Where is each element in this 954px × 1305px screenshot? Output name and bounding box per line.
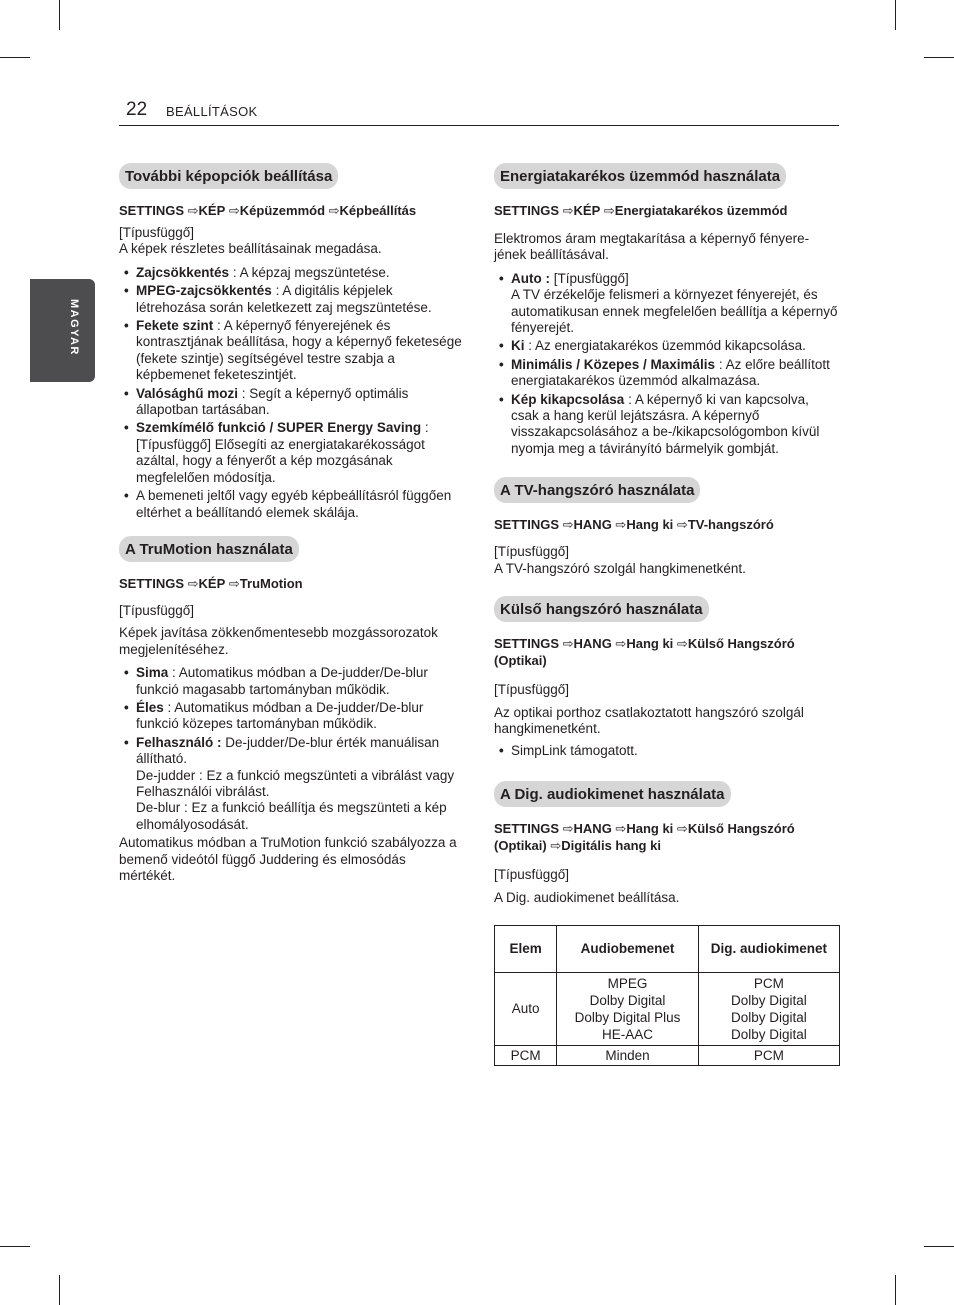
item-text: De-judder/De-blur érték manuálisan állítható.	[136, 734, 440, 767]
menu-path-step: SETTINGS	[119, 575, 185, 591]
language-tab	[30, 279, 95, 382]
menu-path	[494, 635, 839, 669]
menu-path-step: Képüzemmód	[239, 203, 326, 218]
item-text: [Típusfüggő]	[549, 270, 629, 286]
note: [Típusfüggő]	[119, 225, 195, 240]
menu-path-step: KÉP	[573, 203, 601, 218]
arrow-right-icon: ⇨	[673, 517, 688, 533]
table-cell-line: PCM	[753, 975, 784, 991]
menu-path-step: SETTINGS	[494, 203, 560, 218]
arrow-right-icon: ⇨	[611, 517, 627, 533]
crop-mark	[59, 0, 60, 30]
item-text: : Az előre beállított energiatakarékos üzemmód alkalmazása.	[511, 356, 830, 389]
list-item	[119, 420, 464, 486]
menu-path	[494, 202, 839, 219]
crop-mark	[895, 0, 896, 30]
list-item	[119, 283, 464, 316]
table-cell	[698, 1045, 839, 1065]
item-detail: De-judder : Ez a funkció megszünteti a vibrálást vagy Felhasználói vibrálást.	[136, 767, 455, 799]
item-text: : [Típusfüggő] Elősegíti az energiatakarékosságot azáltal, hogy a fényerőt a kép mozgásának megfelelően módosítja.	[136, 420, 429, 485]
menu-path-step: Hang ki	[626, 517, 674, 533]
description: A képek részletes beállításainak megadása.	[119, 241, 382, 257]
list-item	[119, 665, 464, 698]
item-detail: A TV érzékelője felismeri a környezet fényerejét, és automatikusan ennek megfelelően beállítja a képernyő fényerejét.	[511, 287, 838, 336]
option-list	[494, 743, 839, 759]
table-cell: PCM	[495, 1045, 557, 1065]
list-item	[119, 386, 464, 419]
item-term: Valósághű mozi	[136, 385, 239, 401]
menu-path	[119, 202, 464, 219]
table-cell-line: HE-AAC	[602, 1026, 654, 1042]
menu-path-step: HANG	[573, 517, 612, 533]
section-title: További képopciók beállítása	[119, 163, 338, 189]
menu-path-step: HANG	[573, 636, 612, 652]
table-cell: Auto	[495, 972, 557, 1045]
item-text: A bemeneti jeltől vagy egyéb képbeállításról függően eltérhet a beállítandó elemek skálája.	[136, 488, 452, 520]
crop-mark	[895, 1275, 896, 1305]
description: Az optikai porthoz csatlakoztatott hangszóró szolgál hangkimenetként.	[494, 704, 804, 736]
table-cell-line: Dolby Digital	[731, 1026, 807, 1042]
item-text: : A digitális képjelek létrehozása során keletkezett zaj megszüntetése.	[136, 283, 432, 315]
left-column	[119, 163, 464, 884]
list-item	[119, 735, 464, 833]
menu-path	[494, 516, 839, 533]
item-text: : Az energiatakarékos üzemmód kikapcsolása.	[524, 338, 806, 354]
item-text: : A képzaj megszüntetése.	[229, 264, 390, 280]
table-cell-line: Dolby Digital	[731, 992, 807, 1008]
arrow-right-icon: ⇨	[225, 575, 240, 591]
table-cell-line: Dolby Digital Plus	[574, 1009, 681, 1025]
menu-path-step: Képbeállítás	[339, 203, 417, 218]
list-item	[119, 265, 464, 281]
item-text: : A képernyő ki van kapcsolva, csak a hang kerül lejátszásra. A képernyő visszakapcsolásához a be-/kikapcsológombon kívül nyomja meg a távirányító bármelyik gombját.	[511, 391, 820, 456]
menu-path-step: Külső Hangszóró (Optikai)	[494, 820, 795, 853]
note: [Típusfüggő]	[494, 544, 570, 560]
description: A Dig. audiokimenet beállítása.	[494, 890, 680, 906]
table-row	[495, 1045, 840, 1065]
arrow-right-icon: ⇨	[611, 636, 627, 652]
item-term: Felhasználó :	[136, 734, 222, 750]
item-term: Kép kikapcsolása	[511, 391, 625, 407]
list-item	[119, 318, 464, 384]
arrow-right-icon: ⇨	[559, 820, 574, 836]
menu-path-step: TruMotion	[239, 575, 303, 591]
table-cell-line: Dolby Digital	[731, 1009, 807, 1025]
menu-path-step: Energiatakarékos üzemmód	[614, 203, 788, 218]
crop-mark	[924, 1246, 954, 1247]
menu-path-step: SETTINGS	[494, 820, 560, 836]
table-cell-line: MPEG	[607, 975, 648, 991]
option-list	[494, 271, 839, 457]
arrow-right-icon: ⇨	[325, 203, 340, 218]
menu-path-step: Digitális hang ki	[561, 837, 661, 853]
arrow-right-icon: ⇨	[546, 837, 562, 853]
description: Elektromos áram megtakarítása a képernyő fényere-jének beállításával.	[494, 231, 810, 263]
note: [Típusfüggő]	[494, 682, 570, 698]
menu-path	[494, 820, 839, 854]
item-text: : Automatikus módban a De-judder/De-blur funkció magasabb tartományban működik.	[136, 665, 428, 697]
arrow-right-icon: ⇨	[673, 820, 688, 836]
section-title: Energiatakarékos üzemmód használata	[494, 163, 786, 189]
table-cell	[698, 972, 839, 1045]
list-item	[494, 743, 839, 759]
menu-path-step: SETTINGS	[119, 203, 185, 218]
crop-mark	[0, 57, 30, 58]
item-text: SimpLink támogatott.	[511, 743, 638, 759]
table-row	[495, 972, 840, 1045]
right-column	[494, 163, 839, 1066]
menu-path-step: HANG	[573, 820, 612, 836]
footer-text: Automatikus módban a TruMotion funkció szabályozza a bemenő videótól függő Juddering és elmosódás mértékét.	[119, 835, 457, 883]
list-item	[119, 700, 464, 733]
list-item	[494, 357, 839, 390]
item-term: Fekete szint	[136, 318, 214, 334]
section-title: A TV-hangszóró használata	[494, 477, 700, 503]
section-title: A TruMotion használata	[119, 536, 299, 562]
arrow-right-icon: ⇨	[559, 636, 574, 652]
table-cell-line: PCM	[753, 1047, 784, 1063]
page-number: 22	[126, 99, 148, 120]
menu-path-step: KÉP	[198, 203, 226, 218]
menu-path-step: SETTINGS	[494, 517, 560, 533]
note: [Típusfüggő]	[494, 866, 570, 882]
note: [Típusfüggő]	[119, 602, 195, 618]
list-item	[494, 338, 839, 354]
item-term: Szemkímélő funkció / SUPER Energy Saving	[136, 420, 422, 436]
table-header: Audiobemenet	[557, 925, 699, 972]
audio-output-table	[494, 925, 840, 1066]
item-text: : Automatikus módban a De-judder/De-blur funkció közepes tartományban működik.	[136, 699, 424, 732]
table-cell	[557, 972, 699, 1045]
arrow-right-icon: ⇨	[184, 203, 199, 218]
table-header: Elem	[495, 925, 557, 972]
section-name: BEÁLLÍTÁSOK	[166, 104, 258, 119]
item-term: Auto :	[511, 270, 550, 286]
arrow-right-icon: ⇨	[184, 575, 199, 591]
table-header: Dig. audiokimenet	[698, 925, 839, 972]
arrow-right-icon: ⇨	[559, 203, 574, 218]
table-cell	[557, 1045, 699, 1065]
crop-mark	[0, 1246, 30, 1247]
arrow-right-icon: ⇨	[225, 203, 240, 218]
section-title: Külső hangszóró használata	[494, 596, 709, 622]
item-text: : Segít a képernyő optimális állapotban tartásában.	[136, 385, 409, 418]
list-item	[494, 392, 839, 458]
arrow-right-icon: ⇨	[611, 820, 627, 836]
menu-path-step: Hang ki	[626, 820, 674, 836]
item-term: Éles	[136, 699, 164, 715]
menu-path	[119, 575, 464, 592]
option-list	[119, 265, 464, 521]
crop-mark	[924, 57, 954, 58]
item-text: : A képernyő fényerejének és kontrasztjának beállítása, hogy a képernyő feketesége (fekete szintje) segítségével testre szabja a képbemenet feketeszintjét.	[136, 318, 462, 383]
arrow-right-icon: ⇨	[600, 203, 615, 218]
menu-path-step: SETTINGS	[494, 636, 560, 652]
section-title: A Dig. audiokimenet használata	[494, 781, 731, 807]
menu-path-step: Külső Hangszóró (Optikai)	[494, 636, 795, 669]
list-item	[494, 271, 839, 337]
option-list	[119, 665, 464, 833]
item-term: Zajcsökkentés	[136, 264, 230, 280]
table-cell-line: Dolby Digital	[589, 992, 666, 1008]
page-header	[119, 97, 839, 126]
item-detail: De-blur : Ez a funkció beállítja és megszünteti a kép elhomályosodását.	[136, 800, 447, 832]
arrow-right-icon: ⇨	[559, 517, 574, 533]
menu-path-step: KÉP	[198, 575, 226, 591]
item-term: MPEG-zajcsökkentés	[136, 283, 272, 299]
description: Képek javítása zökkenőmentesebb mozgássorozatok megjelenítéséhez.	[119, 625, 438, 657]
description: A TV-hangszóró szolgál hangkimenetként.	[494, 560, 746, 576]
item-term: Sima	[136, 665, 169, 681]
item-term: Ki	[511, 338, 525, 354]
table-cell-line: Minden	[605, 1047, 650, 1063]
menu-path-step: TV-hangszóró	[687, 517, 774, 533]
crop-mark	[59, 1275, 60, 1305]
language-tab-label: MAGYAR	[68, 299, 80, 356]
list-item	[119, 488, 464, 521]
item-term: Minimális / Közepes / Maximális	[511, 356, 716, 372]
arrow-right-icon: ⇨	[673, 636, 688, 652]
menu-path-step: Hang ki	[626, 636, 674, 652]
